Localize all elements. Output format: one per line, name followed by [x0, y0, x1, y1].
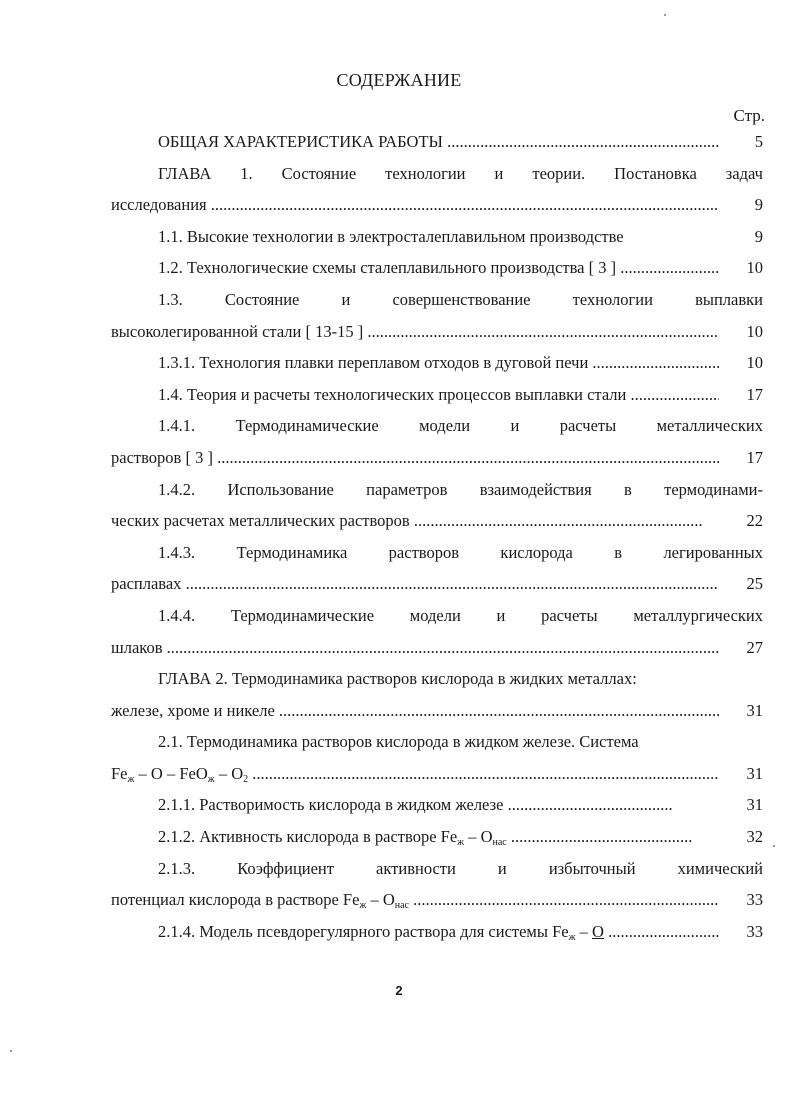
toc-entry-page: 25	[746, 574, 763, 594]
toc-entry	[111, 379, 763, 411]
toc-entry	[111, 221, 763, 253]
toc-entry	[111, 284, 763, 316]
toc-entry-continuation	[111, 505, 763, 537]
scan-speck	[664, 14, 666, 16]
toc-entry-continuation	[111, 442, 763, 474]
scan-speck	[10, 1050, 12, 1052]
toc-entry	[111, 347, 763, 379]
toc-entry-text: 1.3.1. Технология плавки переплавом отходов в дуговой печи .....	[158, 347, 719, 379]
scan-speck	[773, 845, 775, 847]
toc-entry-page: 10	[746, 353, 763, 373]
toc-entry	[111, 663, 763, 695]
toc-entry-page: 31	[746, 763, 763, 783]
toc-entry	[111, 252, 763, 284]
toc-entry	[111, 726, 763, 758]
toc-entry-page: 33	[746, 890, 763, 910]
toc-entry	[111, 410, 763, 442]
toc-entry-text: 1.1. Высокие технологии в электросталеплавильном производстве	[158, 226, 624, 246]
toc-entry-page: 17	[746, 384, 763, 404]
toc-entry	[111, 537, 763, 569]
toc-entry-text: 2.1.4. Модель псевдорегулярного раствора для системы $Fe_ж$ – O .....	[158, 916, 719, 948]
table-of-contents	[111, 126, 763, 947]
toc-entry-continuation	[111, 568, 763, 600]
toc-entry-text: потенциал кислорода в растворе $Fe_ж - O_{нас}$ .....	[111, 884, 719, 916]
toc-entry-text: ГЛАВА 2. Термодинамика растворов кислорода в жидких металлах:	[158, 669, 637, 689]
toc-entry	[111, 853, 763, 885]
toc-entry-page: 31	[746, 700, 763, 720]
toc-entry-text: 1.4.4. Термодинамические модели и расчеты металлургических	[158, 605, 763, 625]
toc-entry-page: 9	[754, 195, 763, 215]
toc-entry	[111, 916, 763, 948]
toc-entry-page: 31	[746, 795, 763, 815]
toc-entry	[111, 600, 763, 632]
toc-entry-page: 10	[746, 258, 763, 278]
toc-entry-text: ческих расчетах металлических растворов .....	[111, 505, 703, 537]
toc-entry-continuation	[111, 884, 763, 916]
toc-entry-page: 17	[746, 447, 763, 467]
toc-entry-continuation	[111, 189, 763, 221]
toc-entry-continuation	[111, 632, 763, 664]
toc-entry-text: 2.1. Термодинамика растворов кислорода в жидком железе. Система	[158, 732, 639, 752]
toc-entry-page: 22	[746, 511, 763, 531]
toc-entry-text: ГЛАВА 1. Состояние технологии и теории. Постановка задач	[158, 163, 763, 183]
toc-entry-text: 1.4.1. Термодинамические модели и расчеты металлических	[158, 416, 763, 436]
toc-entry-continuation	[111, 758, 763, 790]
toc-entry-text: шлаков .....	[111, 632, 719, 664]
toc-entry	[111, 821, 763, 853]
toc-entry-continuation	[111, 316, 763, 348]
toc-entry-page: 5	[754, 132, 763, 151]
toc-entry-page: 9	[754, 226, 763, 246]
toc-title: СОДЕРЖАНИЕ	[336, 70, 462, 90]
toc-entry	[111, 789, 763, 821]
toc-entry	[111, 126, 763, 158]
toc-entry-text: высоколегированной стали [ 13-15 ] .....	[111, 316, 719, 348]
page-number: 2	[395, 983, 403, 998]
toc-entry-text: 1.4. Теория и расчеты технологических процессов выплавки стали .....	[158, 379, 719, 411]
toc-entry-page: 10	[746, 321, 763, 341]
toc-entry-text: расплавах .....	[111, 568, 719, 600]
toc-entry-text: 1.4.2. Использование параметров взаимодействия в термодинами-	[158, 479, 763, 499]
toc-entry-page: 27	[746, 637, 763, 657]
page-column-header: Стр.	[733, 106, 765, 125]
toc-entry-text: исследования .....	[111, 189, 719, 221]
toc-entry	[111, 474, 763, 506]
toc-entry-text: 1.4.3. Термодинамика растворов кислорода в легированных	[158, 542, 763, 562]
toc-entry-text: 1.2. Технологические схемы сталеплавильного производства [ 3 ] .....	[158, 252, 719, 284]
toc-entry-text: 2.1.1. Растворимость кислорода в жидком железе .....	[158, 789, 673, 821]
toc-entry-text: железе, хроме и никеле .....	[111, 695, 719, 727]
toc-entry	[111, 158, 763, 190]
toc-entry-page: 33	[746, 921, 763, 941]
toc-entry-text: 1.3. Состояние и совершенствование технологии выплавки	[158, 289, 763, 309]
toc-entry-text: $Fe_ж$ – O – $FeO_ж - O_2$ .....	[111, 758, 719, 790]
toc-entry-text: растворов [ 3 ] .....	[111, 442, 719, 474]
toc-entry-text: 2.1.2. Активность кислорода в растворе $Fe_ж - O_{нас}$ .....	[158, 821, 693, 853]
toc-entry-continuation	[111, 695, 763, 727]
toc-entry-page: 32	[746, 827, 763, 847]
toc-entry-text: ОБЩАЯ ХАРАКТЕРИСТИКА РАБОТЫ .....	[158, 126, 719, 158]
toc-entry-text: 2.1.3. Коэффициент активности и избыточный химический	[158, 858, 763, 878]
